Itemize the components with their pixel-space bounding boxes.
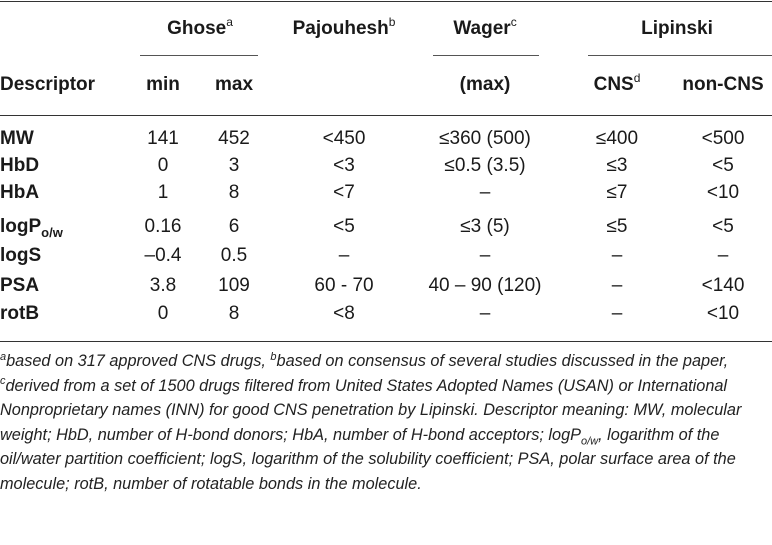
- cell-wager: ≤3 (5): [460, 216, 510, 237]
- cell-min: 0.16: [144, 216, 182, 237]
- cell-max: 452: [218, 128, 250, 149]
- cell-max: 6: [228, 216, 240, 237]
- table-footnote: $^a$based on 317 approved CNS drugs, $^b$based on consensus of several studies discussed in the paper, $^c$derived from a set of 1500 drugs filtered from United States Adopted Names (USAN) or International Nonproprietary names (INN) for good CNS penetration by Lipinski. Descriptor meaning: MW, molecular weight; HbD, number of H-bond donors; HbA, number of H-bond acceptors; logP$_{o/w}$, logarithm of the oil/water partition coefficient; logS, logarithm of the solubility coefficient; PSA, polar surface area of the molecule; rotB, number of rotatable bonds in the molecule.: [0, 350, 742, 493]
- cell-noncns: <500: [701, 128, 745, 149]
- cell-max: 8: [228, 303, 240, 324]
- cell-pajouhesh: 60 - 70: [314, 275, 374, 296]
- cell-max: 8: [228, 182, 240, 203]
- cell-min: 141: [147, 128, 179, 149]
- ghose-underline: [140, 55, 258, 56]
- cell-cns: –: [611, 245, 623, 266]
- row-label: rotB: [0, 303, 40, 324]
- cell-wager: –: [479, 182, 491, 203]
- cell-noncns: <5: [712, 216, 734, 237]
- header-lipinski: Lipinski: [641, 18, 713, 39]
- row-label: HbD: [0, 155, 40, 176]
- cell-cns: ≤3: [606, 155, 628, 176]
- cell-noncns: <10: [706, 182, 740, 203]
- wager-underline: [433, 55, 539, 56]
- lipinski-underline: [588, 55, 772, 56]
- cell-noncns: <5: [712, 155, 734, 176]
- cell-wager: 40 – 90 (120): [428, 275, 542, 296]
- cell-cns: –: [611, 303, 623, 324]
- header-noncns: non-CNS: [682, 74, 764, 95]
- cell-min: 1: [157, 182, 169, 203]
- header-cns: CNS$^d$: [593, 70, 641, 95]
- row-label: logS: [0, 245, 42, 266]
- cell-max: 0.5: [220, 245, 248, 266]
- header-max: max: [214, 74, 254, 95]
- header-wager: Wager$^c$: [453, 14, 517, 39]
- cell-wager: –: [479, 245, 491, 266]
- row-label: MW: [0, 128, 34, 149]
- cell-pajouhesh: <5: [333, 216, 355, 237]
- cell-cns: ≤5: [606, 216, 628, 237]
- cell-pajouhesh: <7: [333, 182, 355, 203]
- cell-noncns: <10: [706, 303, 740, 324]
- cell-cns: ≤7: [606, 182, 628, 203]
- header-pajouhesh: Pajouhesh$^b$: [292, 14, 396, 39]
- cell-pajouhesh: <3: [333, 155, 355, 176]
- cell-pajouhesh: –: [338, 245, 350, 266]
- header-rule: [0, 115, 772, 116]
- cell-max: 109: [218, 275, 250, 296]
- header-wager-max: (max): [459, 74, 511, 95]
- cell-min: 0: [157, 155, 169, 176]
- cell-pajouhesh: <8: [333, 303, 355, 324]
- row-label: logP$_{o/w}$: [0, 216, 63, 240]
- table-bottom-rule: [0, 341, 772, 342]
- cell-min: 0: [157, 303, 169, 324]
- header-descriptor: Descriptor: [0, 74, 96, 95]
- row-label: HbA: [0, 182, 40, 203]
- cell-cns: ≤400: [595, 128, 639, 149]
- cell-max: 3: [228, 155, 240, 176]
- header-min: min: [146, 74, 180, 95]
- cell-pajouhesh: <450: [322, 128, 366, 149]
- cell-cns: –: [611, 275, 623, 296]
- row-label: PSA: [0, 275, 40, 296]
- cell-noncns: –: [717, 245, 729, 266]
- cell-wager: –: [479, 303, 491, 324]
- cell-min: 3.8: [149, 275, 177, 296]
- cell-wager: ≤0.5 (3.5): [444, 155, 526, 176]
- cell-min: –0.4: [144, 245, 182, 266]
- header-ghose: Ghose$^a$: [167, 14, 233, 39]
- cell-wager: ≤360 (500): [439, 128, 531, 149]
- cell-noncns: <140: [701, 275, 745, 296]
- table-top-rule: [0, 1, 772, 2]
